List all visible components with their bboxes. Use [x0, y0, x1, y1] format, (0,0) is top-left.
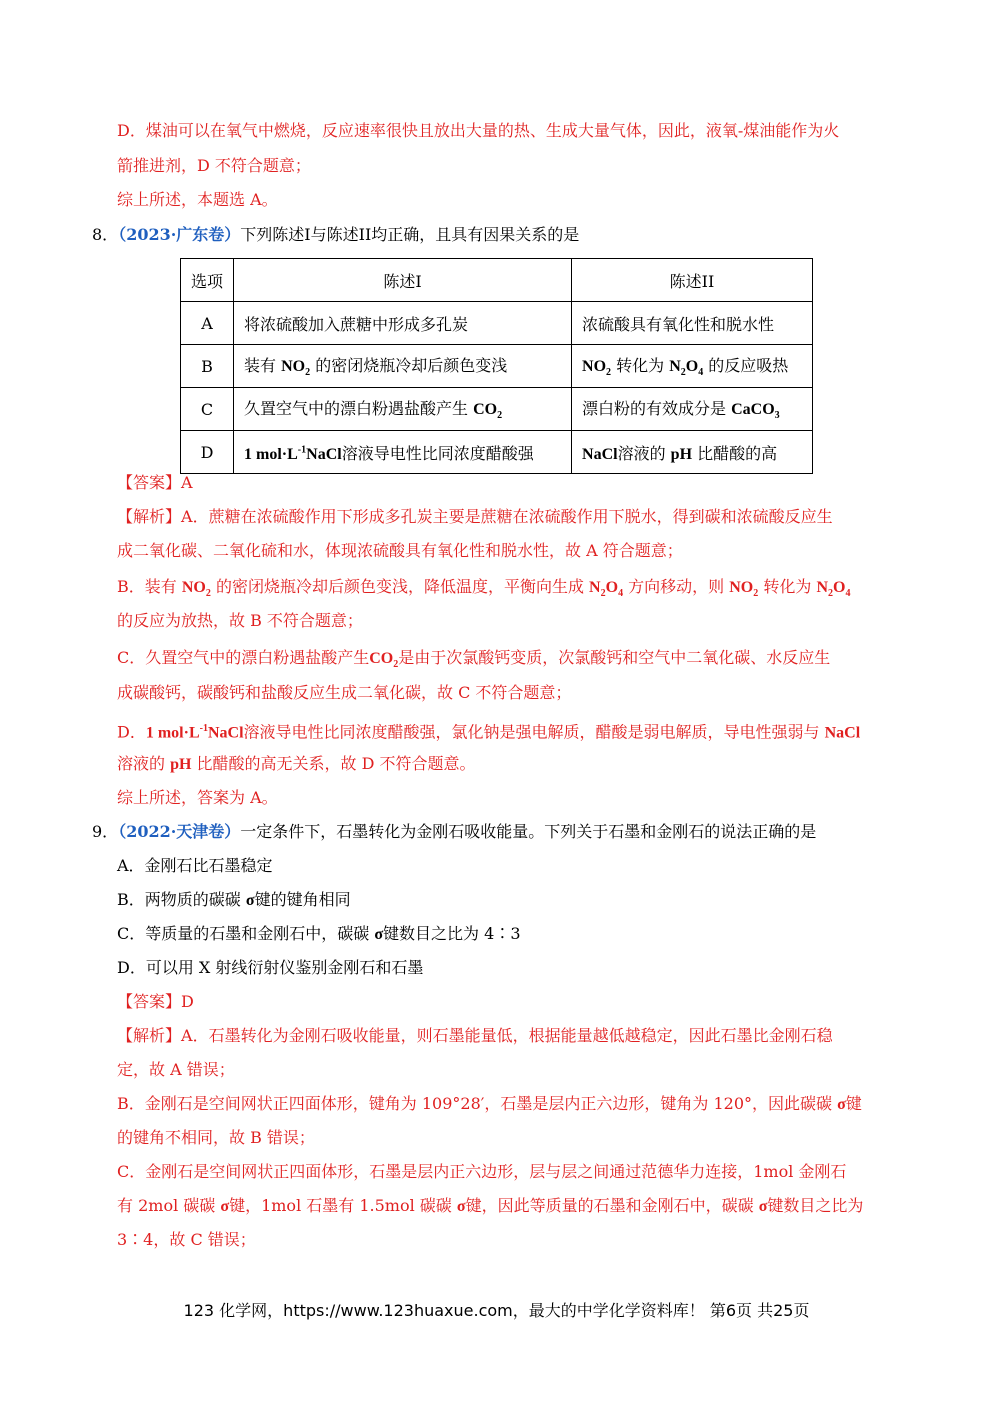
q9-analysis-b-line1: B．金刚石是空间网状正四面体形，键角为 109°28′，石墨是层内正六边形，键角为 120°，因此碳碳 σ键 — [117, 1094, 862, 1113]
q8-analysis-b-line1: B．装有 $NO_2$ 的密闭烧瓶冷却后颜色变浅，降低温度，平衡向生成 $N_2O_4$ 方向移动，则 $NO_2$ 转化为 $N_2O_4$ — [117, 577, 851, 600]
table-header-statement-2: 陈述II — [572, 259, 813, 302]
q9-option-c: C．等质量的石墨和金刚石中，碳碳 σ键数目之比为 4∶3 — [117, 924, 521, 943]
q9-option-d: D．可以用 X 射线衍射仪鉴别金刚石和石墨 — [117, 958, 424, 977]
q7-summary: 综上所述，本题选 A。 — [117, 190, 278, 209]
q8-analysis-c-line2: 成碳酸钙，碳酸钙和盐酸反应生成二氧化碳，故 C 不符合题意； — [117, 683, 572, 702]
table-header-row — [181, 259, 813, 302]
row-option: B — [181, 345, 234, 388]
table-row — [181, 345, 813, 388]
row-option: A — [181, 302, 234, 345]
row-statement-2: 浓硫酸具有氧化性和脱水性 — [572, 302, 813, 345]
q8-number: 8． — [92, 225, 119, 244]
q8-stem-line — [92, 224, 903, 246]
q7-option-d-line2: 箭推进剂，D 不符合题意； — [117, 156, 311, 175]
table-row — [181, 388, 813, 431]
q9-option-b: B．两物质的碳碳 σ键的键角相同 — [117, 890, 351, 909]
row-option: C — [181, 388, 234, 431]
q8-analysis-d-line2: 溶液的 pH 比醋酸的高无关系，故 D 不符合题意。 — [117, 754, 476, 773]
q8-analysis-a-line1: 【解析】A．蔗糖在浓硫酸作用下形成多孔炭主要是蔗糖在浓硫酸作用下脱水，得到碳和浓硫酸反应生 — [117, 507, 833, 526]
page-footer: 123 化学网，https://www.123huaxue.com，最大的中学化学资料库！ 第6页 共25页 — [183, 1301, 810, 1320]
q8-source: （2023·广东卷） — [118, 225, 241, 244]
q9-option-a: A．金刚石比石墨稳定 — [117, 856, 273, 875]
q9-analysis-a-line2: 定，故 A 错误； — [117, 1060, 235, 1079]
row-statement-1: 久置空气中的漂白粉遇盐酸产生 $CO_2$ — [234, 388, 572, 431]
row-statement-2: NaCl溶液的 pH 比醋酸的高 — [572, 431, 813, 474]
q9-analysis-c-line3: 3∶4，故 C 错误； — [117, 1230, 256, 1249]
row-statement-1: 将浓硫酸加入蔗糖中形成多孔炭 — [234, 302, 572, 345]
q8-answer: 【答案】A — [117, 473, 193, 492]
q9-analysis-c-line1: C．金刚石是空间网状正四面体形，石墨是层内正六边形，层与层之间通过范德华力连接，1mol 金刚石 — [117, 1162, 847, 1181]
q9-analysis-b-line2: 的键角不相同，故 B 错误； — [117, 1128, 315, 1147]
q9-answer: 【答案】D — [117, 992, 194, 1011]
q9-analysis-a-line1: 【解析】A．石墨转化为金刚石吸收能量，则石墨能量低，根据能量越低越稳定，因此石墨比金刚石稳 — [117, 1026, 833, 1045]
q9-stem-line — [92, 821, 903, 843]
q9-source: （2022·天津卷） — [118, 822, 241, 841]
q8-table — [180, 258, 813, 474]
q8-stem: 下列陈述I与陈述II均正确，且具有因果关系的是 — [240, 225, 580, 244]
table-header-statement-1: 陈述I — [234, 259, 572, 302]
row-statement-1: 装有 $NO_2$ 的密闭烧瓶冷却后颜色变浅 — [234, 345, 572, 388]
q8-analysis-c-line1: C．久置空气中的漂白粉遇盐酸产生$CO_2$是由于次氯酸钙变质，次氯酸钙和空气中二氧化碳、水反应生 — [117, 648, 831, 671]
q8-analysis-b-line2: 的反应为放热，故 B 不符合题意； — [117, 611, 363, 630]
row-statement-2: $NO_2$ 转化为 $N_2O_4$ 的反应吸热 — [572, 345, 813, 388]
row-option: D — [181, 431, 234, 474]
q7-option-d-line1: D．煤油可以在氧气中燃烧，反应速率很快且放出大量的热、生成大量气体，因此，液氧-煤油能作为火 — [117, 121, 840, 140]
q9-stem: 一定条件下，石墨转化为金刚石吸收能量。下列关于石墨和金刚石的说法正确的是 — [240, 822, 817, 841]
table-header-option: 选项 — [181, 259, 234, 302]
q9-analysis-c-line2: 有 2mol 碳碳 σ键，1mol 石墨有 1.5mol 碳碳 σ键，因此等质量的石墨和金刚石中，碳碳 σ键数目之比为 — [117, 1196, 864, 1215]
table-row — [181, 431, 813, 474]
table-row — [181, 302, 813, 345]
q8-analysis-a-line2: 成二氧化碳、二氧化硫和水，体现浓硫酸具有氧化性和脱水性，故 A 符合题意； — [117, 541, 683, 560]
q9-number: 9． — [92, 822, 119, 841]
row-statement-2: 漂白粉的有效成分是 CaCO$_3$ — [572, 388, 813, 431]
q8-analysis-d-line1: D．1 $mol\cdot L^{-1}NaCl$溶液导电性比同浓度醋酸强，氯化钠是强电解质，醋酸是弱电解质，导电性强弱与 NaCl — [117, 722, 861, 742]
row-statement-1: 1 $mol\cdot L^{-1}NaCl$溶液导电性比同浓度醋酸强 — [234, 431, 572, 474]
q8-summary: 综上所述，答案为 A。 — [117, 788, 278, 807]
